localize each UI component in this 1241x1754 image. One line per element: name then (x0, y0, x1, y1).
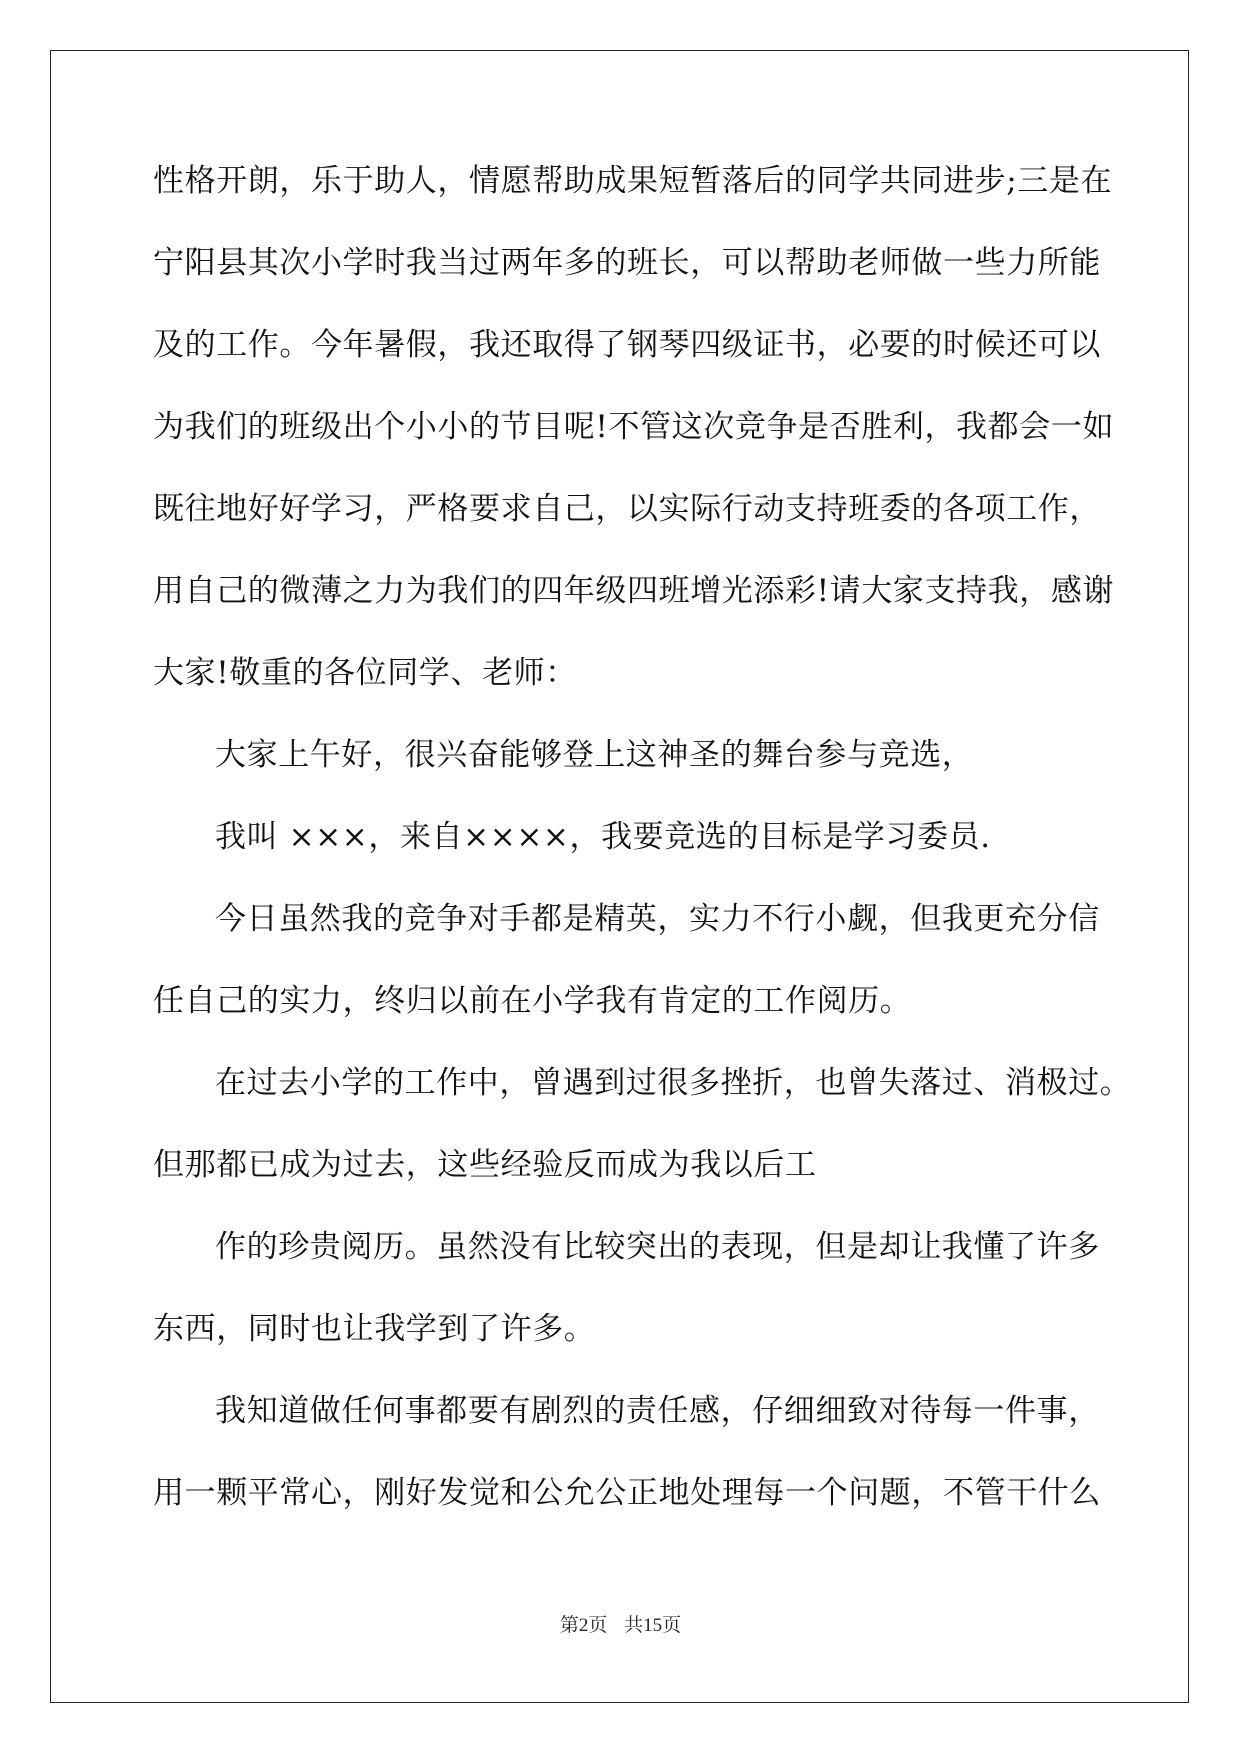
text-line: 我知道做任何事都要有剧烈的责任感，仔细细致对待每一件事， (215, 1393, 1100, 1429)
text-line: 但那都已成为过去，这些经验反而成为我以后工 (153, 1147, 817, 1183)
document-body (153, 140, 1132, 1534)
text-line: 今日虽然我的竞争对手都是精英，实力不行小觑，但我更充分信 (215, 901, 1100, 937)
text-line: 任自己的实力，终归以前在小学我有肯定的工作阅历。 (153, 983, 912, 1019)
text-line: 在过去小学的工作中，曾遇到过很多挫折，也曾失落过、消极过。 (215, 1065, 1132, 1101)
text-line: 性格开朗，乐于助人，情愿帮助成果短暂落后的同学共同进步;三是在 (153, 163, 1113, 199)
text-line: 既往地好好学习，严格要求自己，以实际行动支持班委的各项工作， (153, 491, 1101, 527)
total-pages: 共15页 (624, 1615, 682, 1636)
text-line: 用自己的微薄之力为我们的四年级四班增光添彩!请大家支持我，感谢 (153, 573, 1115, 609)
page-footer (0, 1610, 1241, 1637)
text-line: 东西，同时也让我学到了许多。 (153, 1311, 596, 1347)
text-line: 大家!敬重的各位同学、老师： (153, 655, 577, 691)
text-line: 作的珍贵阅历。虽然没有比较突出的表现，但是却让我懂了许多 (215, 1229, 1100, 1265)
page-number: 第2页 (559, 1615, 608, 1636)
text-line: 为我们的班级出个小小的节目呢!不管这次竞争是否胜利，我都会一如 (153, 409, 1115, 445)
text-line: 我叫 ×××，来自××××，我要竞选的目标是学习委员. (215, 819, 991, 855)
text-line: 大家上午好，很兴奋能够登上这神圣的舞台参与竞选， (215, 737, 974, 773)
text-line: 及的工作。今年暑假，我还取得了钢琴四级证书，必要的时候还可以 (153, 327, 1101, 363)
text-line: 宁阳县其次小学时我当过两年多的班长，可以帮助老师做一些力所能 (153, 245, 1101, 281)
text-line: 用一颗平常心，刚好发觉和公允公正地处理每一个问题，不管干什么 (153, 1475, 1101, 1511)
